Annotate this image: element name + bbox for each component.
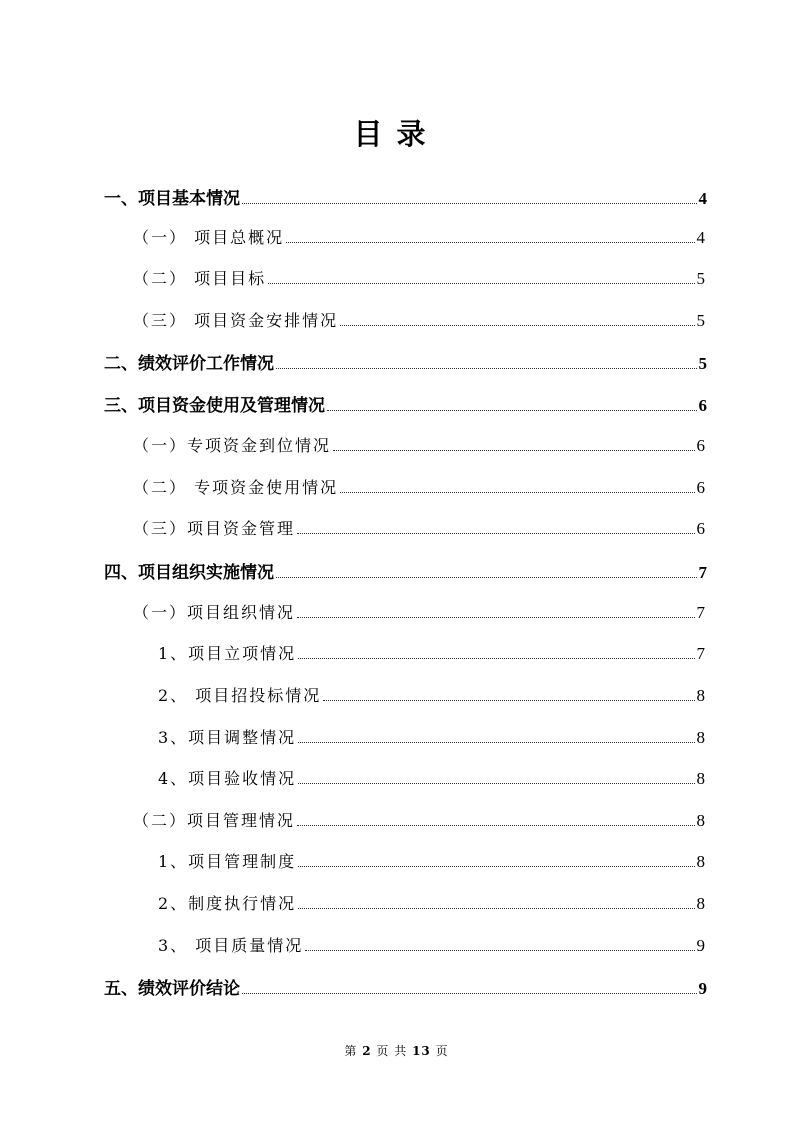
- toc-entry[interactable]: [133, 516, 707, 544]
- toc-page-number: 7: [698, 563, 707, 582]
- toc-leader-dots: [242, 992, 697, 994]
- toc-page-number: 5: [696, 269, 707, 288]
- toc-entry[interactable]: [133, 808, 707, 836]
- toc-entry-label: 五、绩效评价结论: [104, 979, 240, 999]
- toc-page-number: 9: [698, 979, 707, 998]
- toc-leader-dots: [340, 324, 694, 326]
- toc-entry[interactable]: [133, 600, 707, 628]
- toc-entry[interactable]: [158, 891, 707, 919]
- footer-suffix: 页: [435, 1044, 449, 1058]
- toc-entry-label: （三） 项目资金安排情况: [133, 311, 339, 330]
- toc-entry-label: （一）项目组织情况: [133, 603, 296, 622]
- toc-entry-label: 一、项目基本情况: [104, 189, 240, 209]
- toc-page-number: 8: [696, 811, 707, 830]
- toc-leader-dots: [327, 409, 697, 411]
- toc-leader-dots: [333, 449, 694, 451]
- toc-leader-dots: [298, 782, 694, 784]
- toc-entry[interactable]: [104, 349, 707, 377]
- toc-leader-dots: [298, 907, 694, 909]
- toc-leader-dots: [297, 616, 694, 618]
- toc-leader-dots: [298, 741, 694, 743]
- toc-leader-dots: [276, 367, 697, 369]
- toc-page-number: 8: [696, 728, 707, 747]
- toc-entry[interactable]: [158, 933, 707, 961]
- toc-entry-label: 1、项目立项情况: [158, 644, 297, 663]
- toc-leader-dots: [297, 824, 694, 826]
- toc-page-number: 7: [696, 603, 707, 622]
- toc-page-number: 8: [696, 686, 707, 705]
- toc-entry[interactable]: [133, 475, 707, 503]
- toc-entry[interactable]: [158, 725, 707, 753]
- toc-entry-label: 2、 项目招投标情况: [158, 686, 322, 705]
- toc-page-number: 5: [696, 311, 707, 330]
- footer-prefix: 第: [344, 1044, 358, 1058]
- toc-entry[interactable]: [158, 641, 707, 669]
- toc-leader-dots: [297, 532, 694, 534]
- toc-entry-label: （一）专项资金到位情况: [133, 436, 332, 455]
- toc-entry-label: 三、项目资金使用及管理情况: [104, 396, 325, 416]
- toc-leader-dots: [340, 491, 694, 493]
- toc-entry[interactable]: [133, 266, 707, 294]
- toc-page-number: 8: [696, 852, 707, 871]
- toc-page-number: 6: [696, 436, 707, 455]
- toc-page-number: 4: [698, 189, 707, 208]
- page-footer: [0, 1042, 793, 1059]
- toc-entry[interactable]: [158, 766, 707, 794]
- toc-entry[interactable]: [133, 225, 707, 253]
- toc-leader-dots: [305, 949, 694, 951]
- toc-entry-label: （二） 项目目标: [133, 269, 267, 288]
- toc-entry[interactable]: [104, 974, 707, 1002]
- toc-entry-label: 四、项目组织实施情况: [104, 563, 274, 583]
- toc-leader-dots: [268, 282, 694, 284]
- toc-page-number: 5: [698, 354, 707, 373]
- toc-page-number: 6: [696, 478, 707, 497]
- footer-total-pages: 13: [412, 1044, 431, 1058]
- toc-entry-label: （一） 项目总概况: [133, 228, 285, 247]
- toc-entry-label: （二）项目管理情况: [133, 811, 296, 830]
- toc-entry-label: 2、制度执行情况: [158, 894, 297, 913]
- toc-entry-label: 二、绩效评价工作情况: [104, 354, 274, 374]
- footer-middle: 页 共: [376, 1044, 408, 1058]
- toc-page-number: 8: [696, 769, 707, 788]
- toc-page-number: 6: [698, 396, 707, 415]
- toc-entry[interactable]: [133, 308, 707, 336]
- toc-entry[interactable]: [104, 558, 707, 586]
- page-title: 目录: [353, 117, 440, 151]
- toc-leader-dots: [298, 657, 694, 659]
- toc-entry-label: 4、项目验收情况: [158, 769, 297, 788]
- toc-entry[interactable]: [133, 433, 707, 461]
- toc-entry[interactable]: [104, 184, 707, 212]
- toc-entry[interactable]: [158, 683, 707, 711]
- toc-page-number: 4: [696, 228, 707, 247]
- toc-entry-label: 3、 项目质量情况: [158, 936, 304, 955]
- toc-leader-dots: [242, 202, 697, 204]
- toc-entry[interactable]: [158, 849, 707, 877]
- toc-page-number: 9: [696, 936, 707, 955]
- toc-leader-dots: [323, 699, 694, 701]
- toc-entry-label: （三）项目资金管理: [133, 519, 296, 538]
- toc-entry-label: 1、项目管理制度: [158, 852, 297, 871]
- toc-leader-dots: [298, 865, 694, 867]
- toc-entry-label: （二） 专项资金使用情况: [133, 478, 339, 497]
- toc-entry-label: 3、项目调整情况: [158, 728, 297, 747]
- toc-leader-dots: [286, 241, 694, 243]
- toc-page-number: 6: [696, 519, 707, 538]
- footer-current-page: 2: [362, 1044, 372, 1058]
- toc-page-number: 8: [696, 894, 707, 913]
- toc-entry[interactable]: [104, 391, 707, 419]
- toc-page-number: 7: [696, 644, 707, 663]
- toc-leader-dots: [276, 576, 697, 578]
